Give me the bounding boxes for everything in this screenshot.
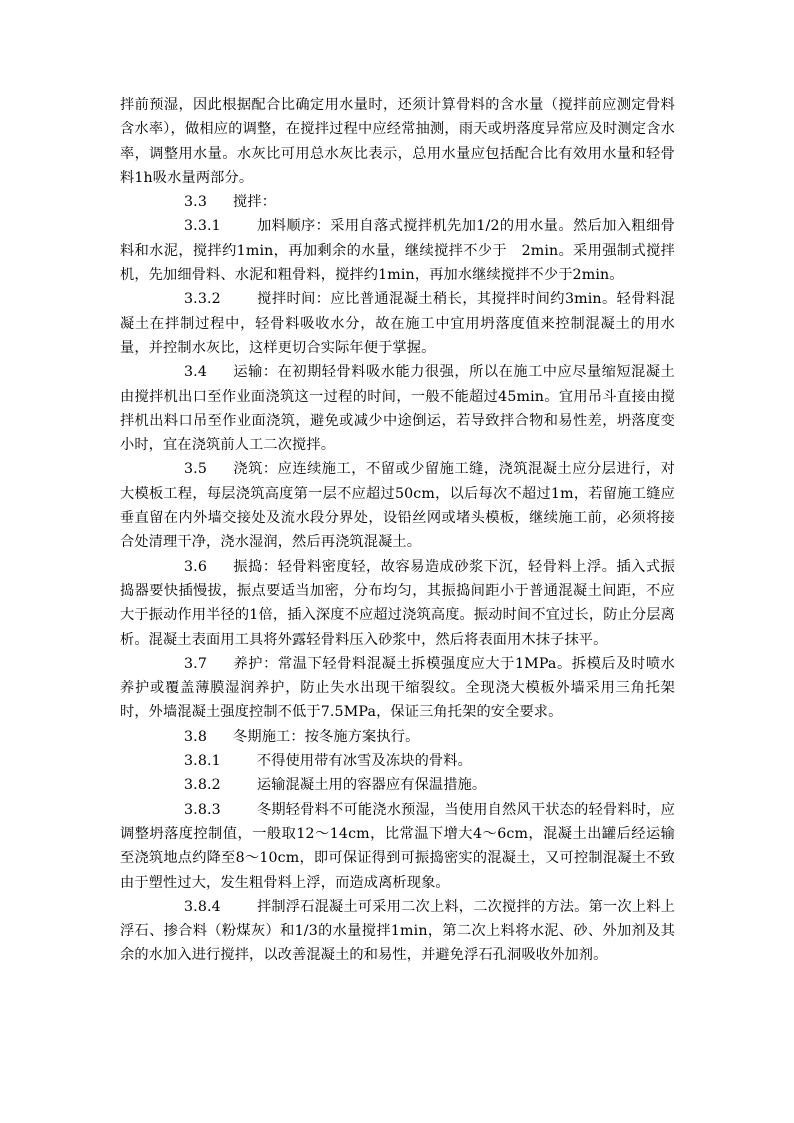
section-3-5 xyxy=(120,457,675,554)
section-text: 冬期施工：按冬施方案执行。 xyxy=(233,728,420,745)
section-number: 3.8.3 xyxy=(184,801,221,818)
paragraph-text: 拌前预湿，因此根据配合比确定用水量时，还须计算骨料的含水量（搅拌前应测定骨料含水率），做相应的调整，在搅拌过程中应经常抽测，雨天或坍落度异常应及时测定含水率，调整用水量。水灰比可用总水灰比表示，总用水量应包括配合比有效用水量和轻骨料1h吸水量两部分。 xyxy=(120,97,675,186)
section-text: 振捣：轻骨料密度轻，故容易造成砂浆下沉，轻骨料上浮。插入式振捣器要快插慢拔，振点要适当加密，分布均匀，其振捣间距小于普通混凝土间距，不应大于振动作用半径的1倍，插入深度不应超过浇筑高度。振动时间不宜过长，防止分层离析。混凝土表面用工具将外露轻骨料压入砂浆中，然后将表面用木抹子抹平。 xyxy=(120,558,675,648)
section-number: 3.3 xyxy=(184,194,208,211)
section-number: 3.8.1 xyxy=(184,753,221,770)
section-text: 运输混凝土用的容器应有保温措施。 xyxy=(256,777,487,794)
section-text: 养护：常温下轻骨料混凝土拆模强度应大于1MPa。拆模后及时喷水养护或覆盖薄膜湿润养护，防止失水出现干缩裂纹。全现浇大模板外墙采用三角托架时，外墙混凝土强度控制不低于7.5MPa，保证三角托架的安全要求。 xyxy=(120,655,675,721)
section-text: 拌制浮石混凝土可采用二次上料，二次搅拌的方法。第一次上料上浮石、掺合料（粉煤灰）和1/3的水量搅拌1min，第二次上料将水泥、砂、外加剂及其余的水加入进行搅拌，以改善混凝土的和易性，并避免浮石孔洞吸收外加剂。 xyxy=(120,898,675,964)
section-3-3-1 xyxy=(120,214,675,287)
section-3-7 xyxy=(120,652,675,725)
section-3-6 xyxy=(120,555,675,652)
section-text: 不得使用带有冰雪及冻块的骨料。 xyxy=(256,753,472,770)
section-number: 3.4 xyxy=(184,364,208,381)
section-3-3-2 xyxy=(120,287,675,360)
section-number: 3.8.4 xyxy=(184,898,221,915)
section-text: 加料顺序：采用自落式搅拌机先加1/2的用水量。然后加入粗细骨料和水泥，搅拌约1min，再加剩余的水量，继续搅拌不少于 2min。采用强制式搅拌机，先加细骨料、水泥和粗骨料，搅拌约1min，再加水继续搅拌不少于2min。 xyxy=(120,218,675,284)
section-text: 搅拌时间：应比普通混凝土稍长，其搅拌时间约3min。轻骨料混凝土在拌制过程中，轻骨料吸收水分，故在施工中宜用坍落度值来控制混凝土的用水量，并控制水灰比，这样更切合实际年便于掌握。 xyxy=(120,291,675,356)
section-3-4 xyxy=(120,360,675,457)
section-3-3 xyxy=(120,190,675,214)
section-number: 3.8.2 xyxy=(184,777,221,794)
section-number: 3.3.2 xyxy=(184,291,221,308)
section-3-8-4 xyxy=(120,895,675,968)
paragraph-continuation xyxy=(120,93,675,190)
section-3-8 xyxy=(120,725,675,749)
section-number: 3.3.1 xyxy=(184,218,221,235)
section-text: 搅拌： xyxy=(233,194,277,211)
section-text: 浇筑：应连续施工，不留或少留施工缝，浇筑混凝土应分层进行，对大模板工程，每层浇筑高度第一层不应超过50cm，以后每次不超过1m，若留施工缝应垂直留在内外墙交接处及流水段分界处，设铅丝网或堵头模板，继续施工前，必须将接合处清理干净，浇水湿润，然后再浇筑混凝土。 xyxy=(120,461,675,551)
section-text: 运输：在初期轻骨料吸水能力很强，所以在施工中应尽量缩短混凝土由搅拌机出口至作业面浇筑这一过程的时间，一般不能超过45min。宜用吊斗直接由搅拌机出料口吊至作业面浇筑，避免或减少中途倒运，若导致拌合物和易性差，坍落度变小时，宜在浇筑前人工二次搅拌。 xyxy=(120,364,675,454)
section-number: 3.7 xyxy=(184,655,208,672)
section-number: 3.5 xyxy=(184,461,208,478)
section-number: 3.6 xyxy=(184,558,208,575)
section-3-8-2 xyxy=(120,773,675,797)
section-text: 冬期轻骨料不可能浇水预湿，当使用自然风干状态的轻骨料时，应调整坍落度控制值，一般取12～14cm，比常温下增大4～6cm，混凝土出罐后经运输至浇筑地点约降至8～10cm，即可保证得到可振捣密实的混凝土，又可控制混凝土不致由于塑性过大，发生粗骨料上浮，而造成离析现象。 xyxy=(120,801,675,891)
section-number: 3.8 xyxy=(184,728,208,745)
document-body xyxy=(120,93,675,968)
section-3-8-3 xyxy=(120,798,675,895)
section-3-8-1 xyxy=(120,749,675,773)
